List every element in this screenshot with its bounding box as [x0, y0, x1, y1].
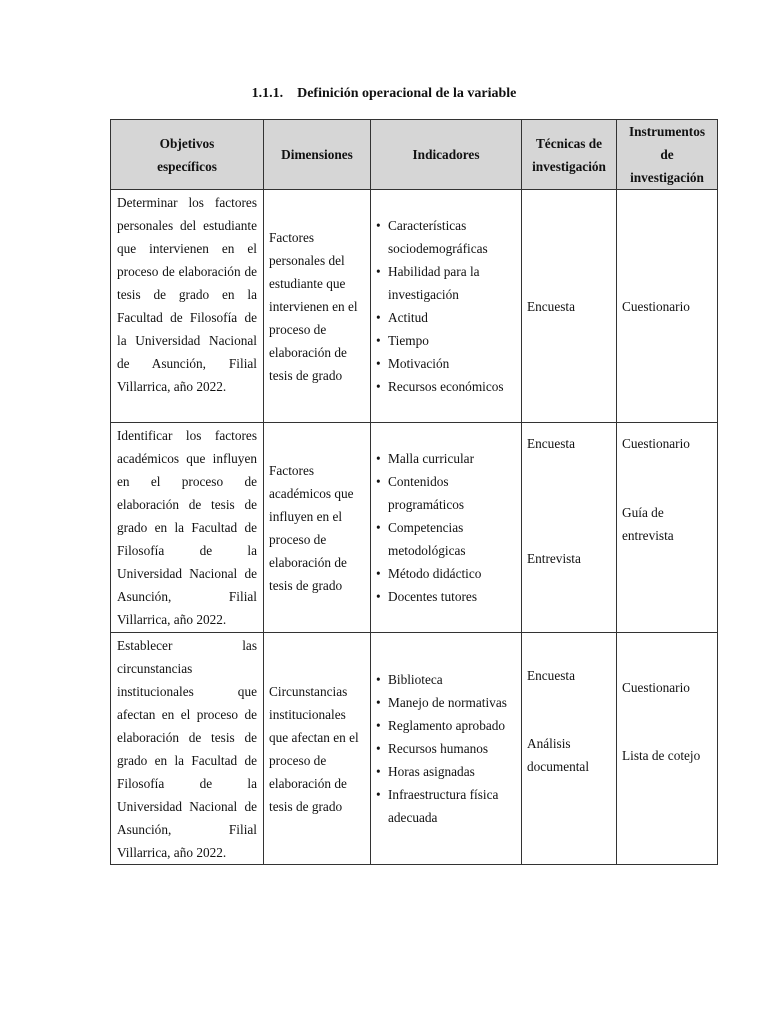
list-item: • Recursos humanos	[376, 737, 516, 760]
list-item: • Características sociodemográficas	[376, 214, 516, 260]
objetivo-text: Establecer las circunstancias institucionales que afectan en el proceso de elaboración de tesis de grado en la Facultad de Filosofía de la Universidad Nacional de Asunción, Filial	[117, 638, 257, 837]
tecnica-cell	[522, 423, 617, 633]
objetivo-cell	[111, 190, 264, 423]
objetivo-text-end: Villarrica, año 2022.	[117, 379, 227, 394]
objetivo-text: Determinar los factores personales del estudiante que intervienen en el proceso de elaboración de tesis de grado en la Facultad de Filosofía de la Universidad Nacional de Asunción, Filial	[117, 195, 257, 371]
objetivo-text: Identificar los factores académicos que influyen en el proceso de elaboración de tesis de grado en la Facultad de Filosofía de la Universidad Nacional de Asunción, Filial	[117, 428, 257, 604]
list-item: • Docentes tutores	[376, 585, 516, 608]
list-item: • Método didáctico	[376, 562, 516, 585]
header-tecnicas: Técnicas de investigación	[522, 120, 617, 190]
objetivo-cell	[111, 633, 264, 865]
indicadores-cell	[371, 633, 522, 865]
section-title: Definición operacional de la variable	[297, 86, 517, 101]
section-heading	[0, 84, 768, 104]
dimension-cell: Factores personales del estudiante que intervienen en el proceso de elaboración de tesis de grado	[264, 190, 371, 423]
header-instrumentos: Instrumentos de investigación	[617, 120, 718, 190]
objetivo-cell	[111, 423, 264, 633]
list-item: • Manejo de normativas	[376, 691, 516, 714]
indicadores-list	[376, 668, 516, 829]
instrumento-2: Guía de entrevista	[622, 505, 674, 543]
tecnica-2: Análisis documental	[527, 736, 590, 774]
list-item: • Motivación	[376, 352, 516, 375]
dimension-cell: Factores académicos que influyen en el proceso de elaboración de tesis de grado	[264, 423, 371, 633]
list-item: • Horas asignadas	[376, 760, 516, 783]
list-item: • Malla curricular	[376, 447, 516, 470]
header-dimensiones: Dimensiones	[264, 120, 371, 190]
list-item: • Recursos económicos	[376, 375, 516, 398]
instrumento-cell	[617, 633, 718, 865]
dimension-cell: Circunstancias institucionales que afectan en el proceso de elaboración de tesis de grado	[264, 633, 371, 865]
tecnica-cell: Encuesta	[522, 190, 617, 423]
indicadores-list	[376, 214, 516, 398]
list-item: • Competencias metodológicas	[376, 516, 516, 562]
instrumento-2: Lista de cotejo	[622, 748, 701, 763]
table-row	[111, 633, 718, 865]
operational-definition-table	[110, 119, 718, 865]
objetivo-text-end: Villarrica, año 2022.	[117, 845, 227, 860]
list-item: • Biblioteca	[376, 668, 516, 691]
list-item: • Contenidos programáticos	[376, 470, 516, 516]
table-row	[111, 190, 718, 423]
instrumento-cell: Cuestionario	[617, 190, 718, 423]
list-item: • Tiempo	[376, 329, 516, 352]
instrumento-1: Cuestionario	[622, 680, 690, 695]
tecnica-cell	[522, 633, 617, 865]
instrumento-1: Cuestionario	[622, 436, 690, 451]
instrumento-cell	[617, 423, 718, 633]
section-number: 1.1.1.	[251, 86, 284, 101]
list-item: • Reglamento aprobado	[376, 714, 516, 737]
list-item: • Habilidad para la investigación	[376, 260, 516, 306]
tecnica-1: Encuesta	[527, 668, 575, 683]
table-row	[111, 423, 718, 633]
indicadores-list	[376, 447, 516, 608]
indicadores-cell	[371, 190, 522, 423]
tecnica-2: Entrevista	[527, 551, 581, 566]
list-item: • Infraestructura física adecuada	[376, 783, 516, 829]
tecnica-1: Encuesta	[527, 436, 575, 451]
objetivo-text-end: Villarrica, año 2022.	[117, 612, 227, 627]
header-objetivos: Objetivos específicos	[111, 120, 264, 190]
list-item: • Actitud	[376, 306, 516, 329]
header-row	[111, 120, 718, 190]
header-indicadores: Indicadores	[371, 120, 522, 190]
indicadores-cell	[371, 423, 522, 633]
